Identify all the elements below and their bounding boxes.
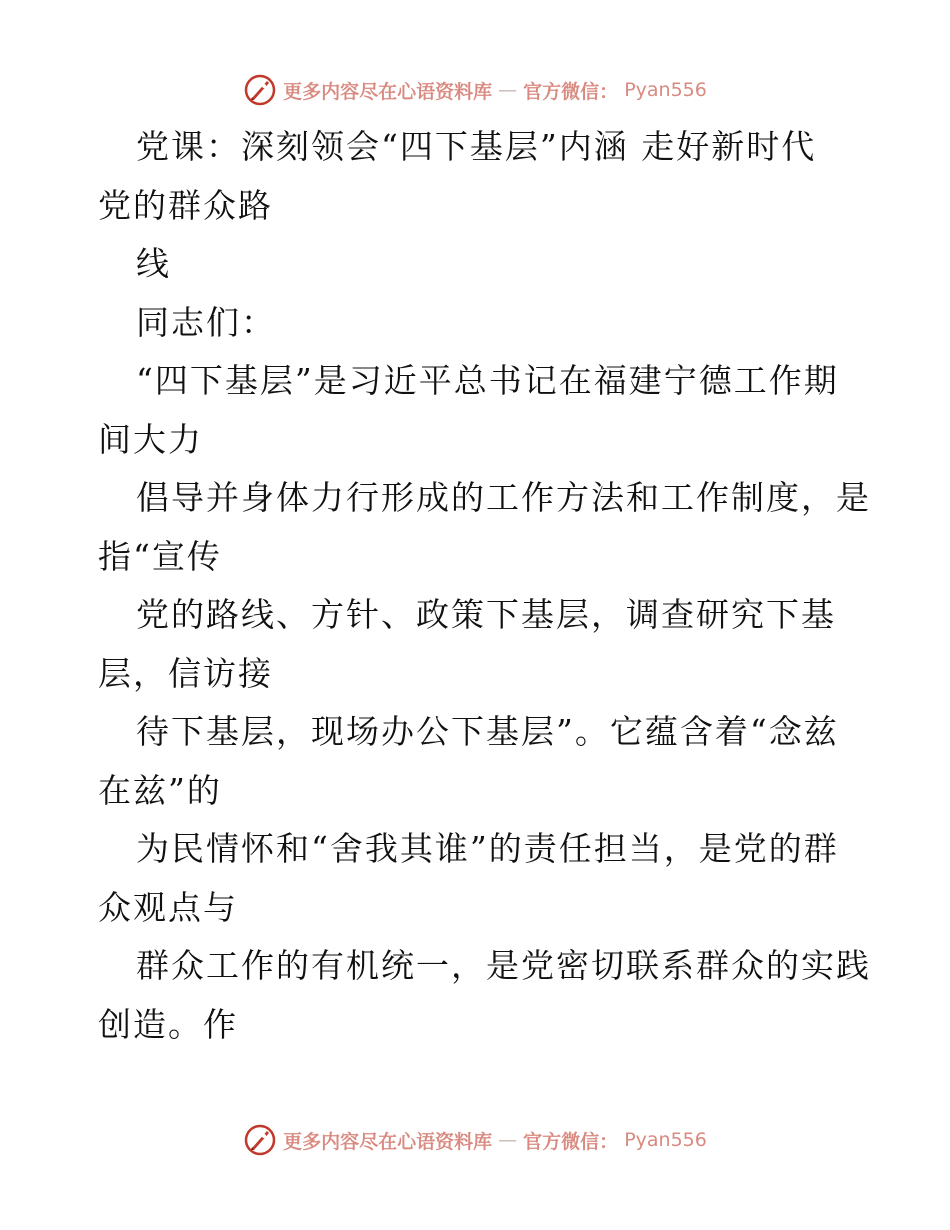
document-body [98, 118, 871, 1054]
document-title-line: 线 [136, 244, 171, 283]
paragraph-line: 为民情怀和“舍我其谁”的责任担当，是党的群 [136, 829, 839, 868]
paragraph-line: 指“宣传 [98, 536, 222, 576]
paragraph-line: 倡导并身体力行形成的工作方法和工作制度，是 [136, 478, 871, 517]
watermark-wechat-id: Pyan556 [624, 79, 707, 101]
footer-watermark [0, 1120, 950, 1160]
paragraph-line: 群众工作的有机统一，是党密切联系群众的实践 [136, 946, 871, 985]
quill-logo-icon [243, 1123, 277, 1157]
paragraph-line: 待下基层，现场办公下基层”。它蕴含着“念兹 [136, 712, 839, 751]
paragraph-line: 层，信访接 [98, 653, 273, 693]
paragraph-line: 党的路线、方针、政策下基层，调查研究下基 [136, 595, 836, 634]
watermark-brand-text: 更多内容尽在心语资料库 [283, 1130, 493, 1153]
watermark-wechat-label: 官方微信： [523, 80, 619, 103]
watermark-separator: — [498, 1129, 518, 1151]
document-title-line: 党课：深刻领会“四下基层”内涵 走好新时代 [136, 127, 817, 166]
paragraph-line: 众观点与 [98, 887, 238, 927]
header-watermark [0, 70, 950, 110]
watermark-separator: — [498, 79, 518, 101]
document-title-line: 党的群众路 [98, 185, 273, 225]
salutation-line: 同志们： [136, 302, 276, 342]
paragraph-line: 在兹”的 [98, 770, 222, 810]
watermark-wechat-id: Pyan556 [624, 1129, 707, 1151]
paragraph-line: “四下基层”是习近平总书记在福建宁德工作期 [136, 361, 839, 400]
paragraph-line: 创造。作 [98, 1004, 238, 1044]
watermark-brand-text: 更多内容尽在心语资料库 [283, 80, 493, 103]
paragraph-line: 间大力 [98, 419, 203, 459]
quill-logo-icon [243, 73, 277, 107]
watermark-wechat-label: 官方微信： [523, 1130, 619, 1153]
